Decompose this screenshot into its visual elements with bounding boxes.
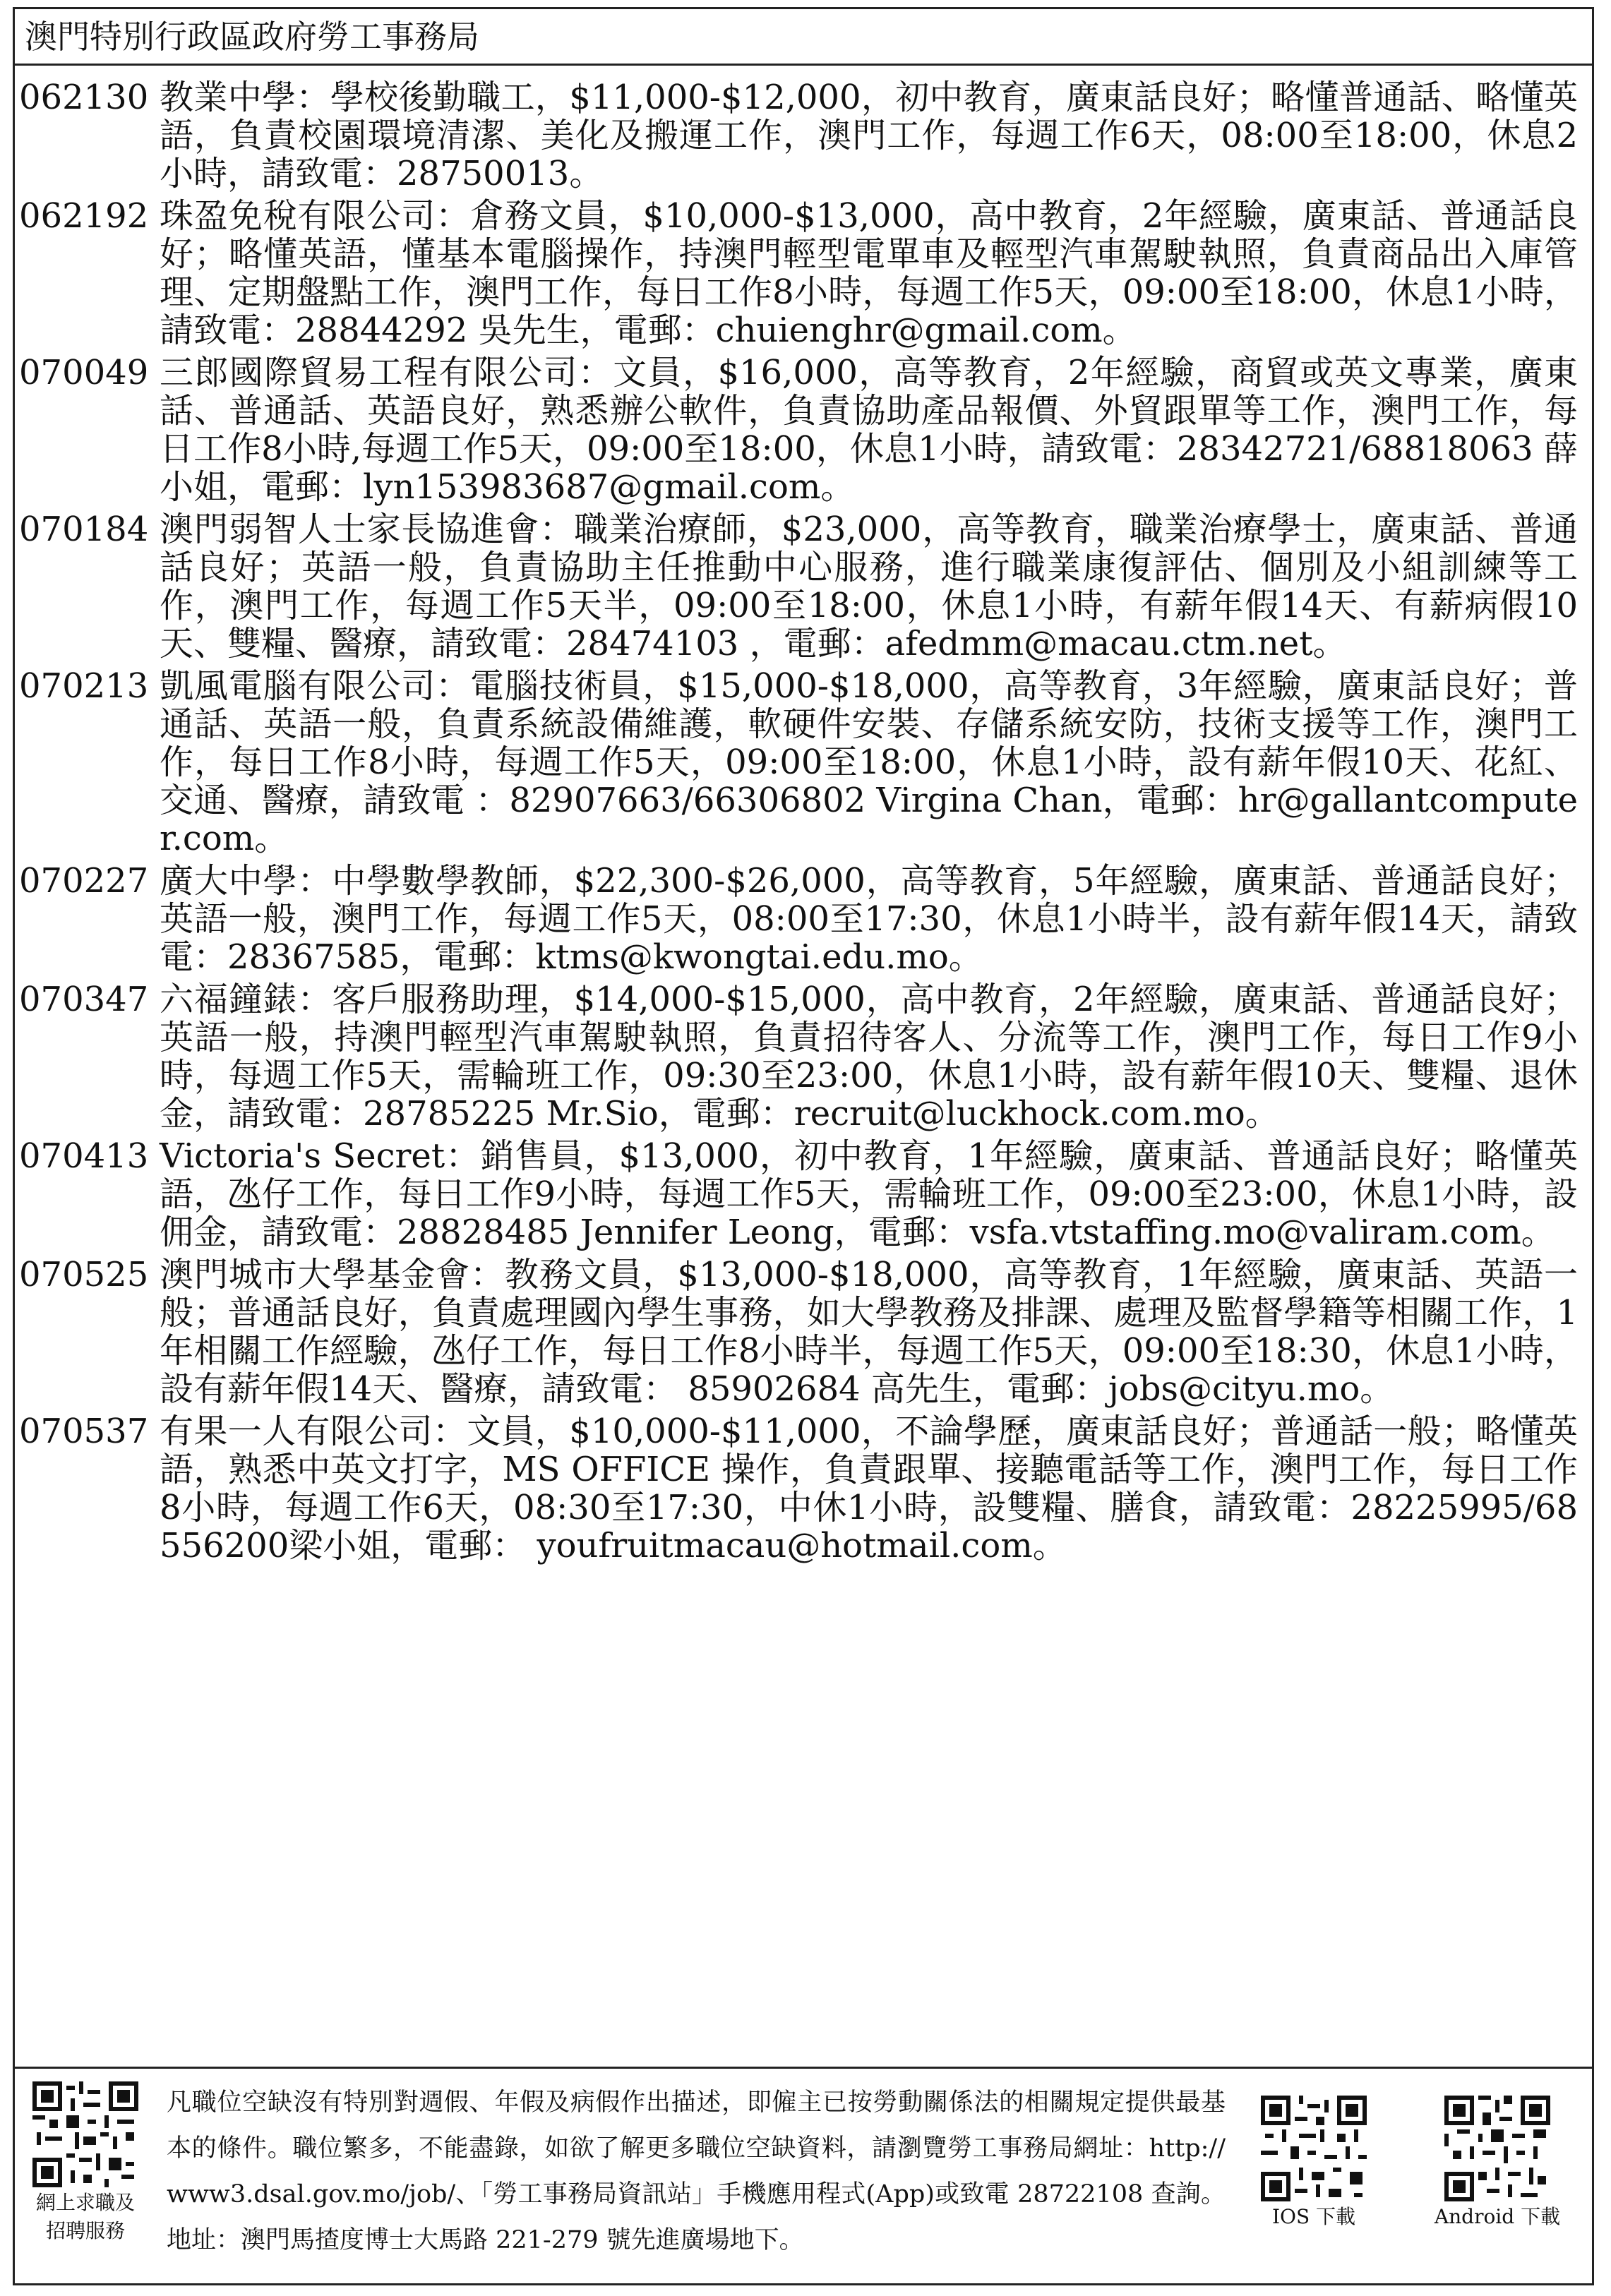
job-description: 有果一人有限公司：文員，$10,000-$11,000，不論學歷，廣東話良好；普通話一般；略懂英語，熟悉中英文打字，MS OFFICE 操作，負責跟單、接聽電話等工作，澳門工作，每日工作8小時，每週工作6天，08:30至17:30，中休1小時，設雙糧、膳食，請致電：28225995/68556200梁小姐，電郵： youfruitmacau@hotmail.com。 — [160, 1412, 1578, 1565]
job-description: 澳門城市大學基金會：教務文員，$13,000-$18,000，高等教育，1年經驗，廣東話、英語一般；普通話良好，負責處理國內學生事務，如大學教務及排課、處理及監督學籍等相關工作，1年相關工作經驗，氹仔工作，每日工作8小時半，每週工作5天，09:00至18:30，休息1小時，設有薪年假14天、醫療，請致電： 85902684 高先生，電郵：jobs@cityu.mo。 — [160, 1255, 1578, 1409]
job-code: 070413 — [19, 1136, 149, 1176]
qr-code-icon — [1444, 2096, 1550, 2201]
job-entry — [15, 980, 1592, 1133]
job-listings — [15, 66, 1592, 2069]
job-entry — [15, 667, 1592, 858]
job-entry — [15, 354, 1592, 506]
job-entry — [15, 197, 1592, 349]
job-description: 六福鐘錶：客戶服務助理，$14,000-$15,000，高中教育，2年經驗，廣東話、普通話良好；英語一般，持澳門輕型汽車駕駛執照，負責招待客人、分流等工作，澳門工作，每日工作9小時，每週工作5天，需輪班工作，09:30至23:00，休息1小時，設有薪年假10天、雙糧、退休金，請致電：28785225 Mr.Sio，電郵：recruit@luckhock.com.mo。 — [160, 980, 1578, 1134]
job-entry — [15, 78, 1592, 193]
job-listing-sheet — [13, 7, 1594, 2285]
footer — [15, 2069, 1592, 2280]
qr-left-label-line2: 招聘服務 — [45, 2219, 125, 2242]
job-code: 070227 — [19, 861, 149, 901]
footer-notice: 凡職位空缺沒有特別對週假、年假及病假作出描述，即僱主已按勞動關係法的相關規定提供最基本的條件。職位繁多，不能盡錄，如欲了解更多職位空缺資料，請瀏覽勞工事務局網址：http://www3.dsal.gov.mo/job/、「勞工事務局資訊站」手機應用程式(App)或致電 28722108 查詢。地址：澳門馬揸度博士大馬路 221-279 號先進廣場地下。 — [167, 2088, 1226, 2254]
job-entry — [15, 1412, 1592, 1565]
qr-code-icon — [1261, 2096, 1367, 2201]
job-description: 教業中學：學校後勤職工，$11,000-$12,000，初中教育，廣東話良好；略懂普通話、略懂英語，負責校園環境清潔、美化及搬運工作，澳門工作，每週工作6天，08:00至18:00，休息2小時，請致電：28750013。 — [160, 78, 1578, 193]
job-code: 062192 — [19, 196, 149, 236]
job-code: 070537 — [19, 1412, 149, 1451]
android-download-qr[interactable] — [1420, 2096, 1575, 2230]
job-description: 凱風電腦有限公司：電腦技術員，$15,000-$18,000，高等教育，3年經驗，廣東話良好；普通話、英語一般，負責系統設備維護，軟硬件安裝、存儲系統安防，技術支援等工作，澳門工作，每日工作8小時，每週工作5天，09:00至18:00，休息1小時，設有薪年假10天、花紅、交通、醫療，請致電 ：82907663/66306802 Virgina Chan，電郵：hr@gallantcomputer.com。 — [160, 666, 1578, 858]
job-description: 三郎國際貿易工程有限公司：文員，$16,000，高等教育，2年經驗，商貿或英文專業，廣東話、普通話、英語良好，熟悉辦公軟件，負責協助產品報價、外貿跟單等工作，澳門工作，每日工作8小時,每週工作5天，09:00至18:00，休息1小時，請致電：28342721/68818063 薛小姐，電郵：lyn153983687@gmail.com。 — [160, 353, 1578, 507]
job-description: Victoria's Secret：銷售員，$13,000，初中教育，1年經驗，廣東話、普通話良好；略懂英語，氹仔工作，每日工作9小時，每週工作5天，需輪班工作，09:00至23:00，休息1小時，設佣金，請致電：28828485 Jennifer Leong，電郵：vsfa.vtstaffing.mo@valiram.com。 — [160, 1136, 1578, 1252]
job-entry — [15, 1256, 1592, 1408]
page-title: 澳門特別行政區政府勞工事務局 — [25, 17, 479, 56]
job-entry — [15, 862, 1592, 976]
ios-download-qr[interactable] — [1247, 2096, 1381, 2230]
job-description: 廣大中學：中學數學教師，$22,300-$26,000，高等教育，5年經驗，廣東話、普通話良好；英語一般，澳門工作，每週工作5天，08:00至17:30，休息1小時半，設有薪年假14天，請致電：28367585，電郵：ktms@kwongtai.edu.mo。 — [160, 861, 1578, 977]
job-code: 062130 — [19, 78, 149, 117]
page-header — [15, 9, 1592, 66]
job-entry — [15, 510, 1592, 663]
job-code: 070525 — [19, 1255, 149, 1294]
qr-code-icon — [32, 2081, 138, 2187]
job-code: 070213 — [19, 666, 149, 706]
job-description: 珠盈免稅有限公司：倉務文員，$10,000-$13,000，高中教育，2年經驗，廣東話、普通話良好；略懂英語，懂基本電腦操作，持澳門輕型電單車及輕型汽車駕駛執照，負責商品出入庫管理、定期盤點工作，澳門工作，每日工作8小時，每週工作5天，09:00至18:00，休息1小時，請致電：28844292 吳先生，電郵：chuienghr@gmail.com。 — [160, 196, 1578, 350]
online-job-service-qr[interactable] — [22, 2081, 149, 2244]
job-entry — [15, 1137, 1592, 1251]
qr-ios-label: IOS 下載 — [1271, 2205, 1356, 2228]
job-code: 070347 — [19, 980, 149, 1019]
qr-android-label: Android 下載 — [1434, 2205, 1561, 2228]
job-description: 澳門弱智人士家長協進會：職業治療師，$23,000，高等教育，職業治療學士，廣東話、普通話良好；英語一般，負責協助主任推動中心服務，進行職業康復評估、個別及小組訓練等工作，澳門工作，每週工作5天半，09:00至18:00，休息1小時，有薪年假14天、有薪病假10天、雙糧、醫療，請致電：28474103 ，電郵：afedmm@macau.ctm.net。 — [160, 510, 1578, 663]
qr-left-label-line1: 網上求職及 — [35, 2191, 135, 2214]
job-code: 070049 — [19, 353, 149, 392]
job-code: 070184 — [19, 510, 149, 549]
